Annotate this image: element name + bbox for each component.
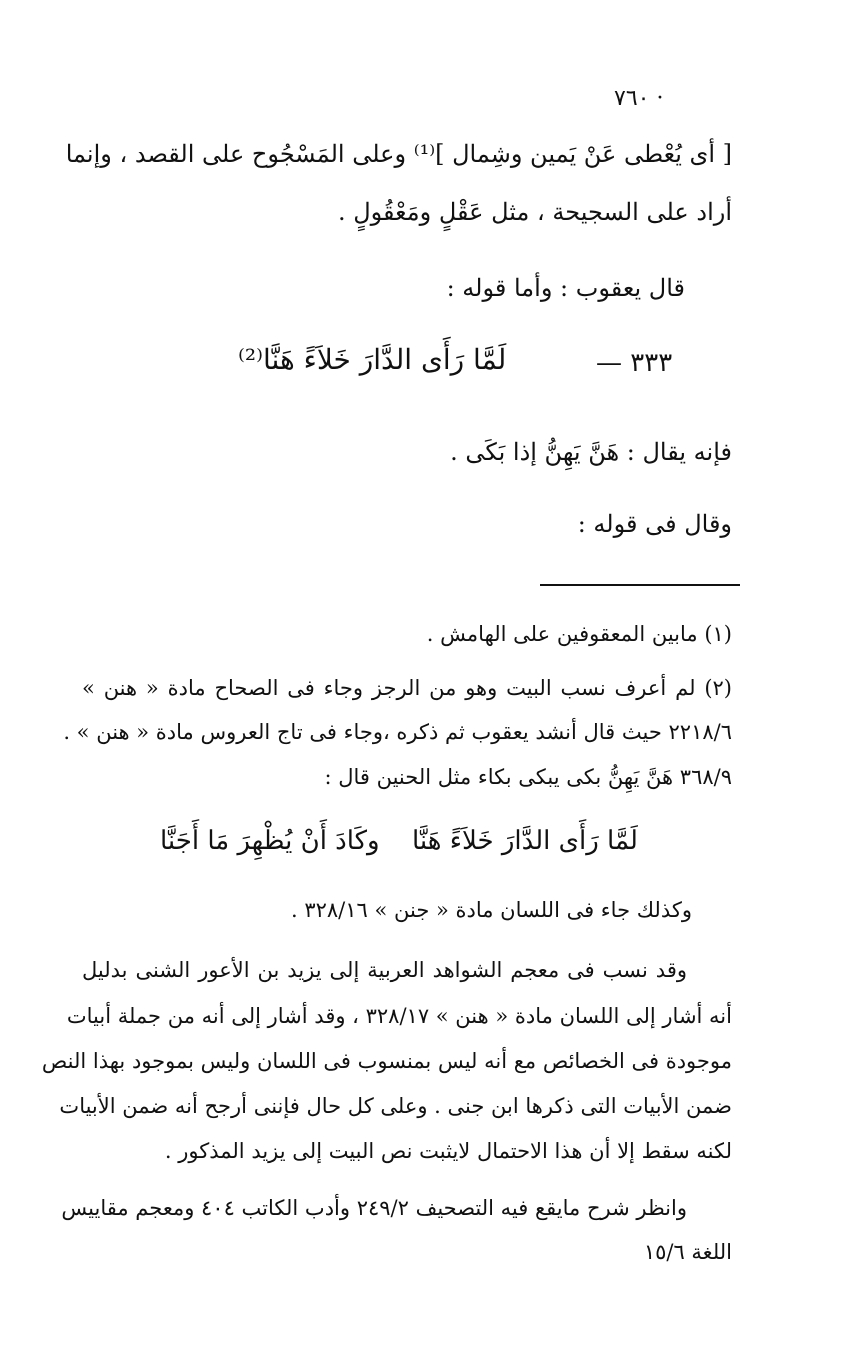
body-line-2: أراد على السجيحة ، مثل عَقْلٍ ومَعْقُولٍ . [337,198,732,226]
footnote-2-line-3: ٣٦٨/٩ هَنَّ يَهِنُّ بكى يبكى بكاء مثل الحنين قال : [324,765,732,789]
footnote-separator [540,584,740,586]
paragraph-2-line-1: وقد نسب فى معجم الشواهد العربية إلى يزيد بن الأعور الشنى بدليل [82,958,687,982]
footnote-2-line-1: (٢) لم أعرف نسب البيت وهو من الرجز وجاء فى الصحاح مادة « هنن » [82,676,732,700]
body-line-4: فإنه يقال : هَنَّ يَهِنُّ إذا بَكَى . [450,438,732,466]
verse-number: ٣٣٣ — [596,348,673,378]
body-line-5: وقال فى قوله : [577,510,732,538]
footnote-2-line-4: وكذلك جاء فى اللسان مادة « جنن » ٣٢٨/١٦ . [290,898,692,922]
paragraph-3-line-1: وانظر شرح مايقع فيه التصحيف ٢٤٩/٢ وأدب الكاتب ٤٠٤ ومعجم مقاييس [61,1196,687,1220]
verse-line: لَمَّا رَأَى الدَّارَ خَلاَءً هَنَّا⁽²⁾ [238,343,507,376]
body-line-3: قال يعقوب : وأما قوله : [446,274,685,302]
page-number: · ٧٦٠ [614,86,664,111]
footnote-verse-first-hemistich: لَمَّا رَأَى الدَّارَ خَلاَءً هَنَّا [412,826,638,856]
paragraph-3-line-2: اللغة ١٥/٦ [643,1240,732,1264]
paragraph-2-line-4: ضمن الأبيات التى ذكرها ابن جنى . وعلى كل حال فإننى أرجح أنه ضمن الأبيات [59,1094,732,1118]
paragraph-2-line-5: لكنه سقط إلا أن هذا الاحتمال لايثبت نص البيت إلى يزيد المذكور . [164,1139,732,1163]
paragraph-2-line-2: أنه أشار إلى اللسان مادة « هنن » ٣٢٨/١٧ ، وقد أشار إلى أنه من جملة أبيات [66,1004,732,1028]
body-line-1: [ أى يُعْطى عَنْ يَمين وشِمال ]⁽¹⁾ وعلى المَسْجُوح على القصد ، وإنما [65,140,732,168]
footnote-1: (١) مابين المعقوفين على الهامش . [426,622,732,646]
footnote-verse-second-hemistich: وكَادَ أَنْ يُظْهِرَ مَا أَجَنَّا [160,826,380,856]
footnote-2-line-2: ٢٢١٨/٦ حيث قال أنشد يعقوب ثم ذكره ،وجاء فى تاج العروس مادة « هنن » . [63,720,732,744]
paragraph-2-line-3: موجودة فى الخصائص مع أنه ليس بمنسوب فى اللسان وليس بموجود بهذا النص [41,1049,732,1073]
